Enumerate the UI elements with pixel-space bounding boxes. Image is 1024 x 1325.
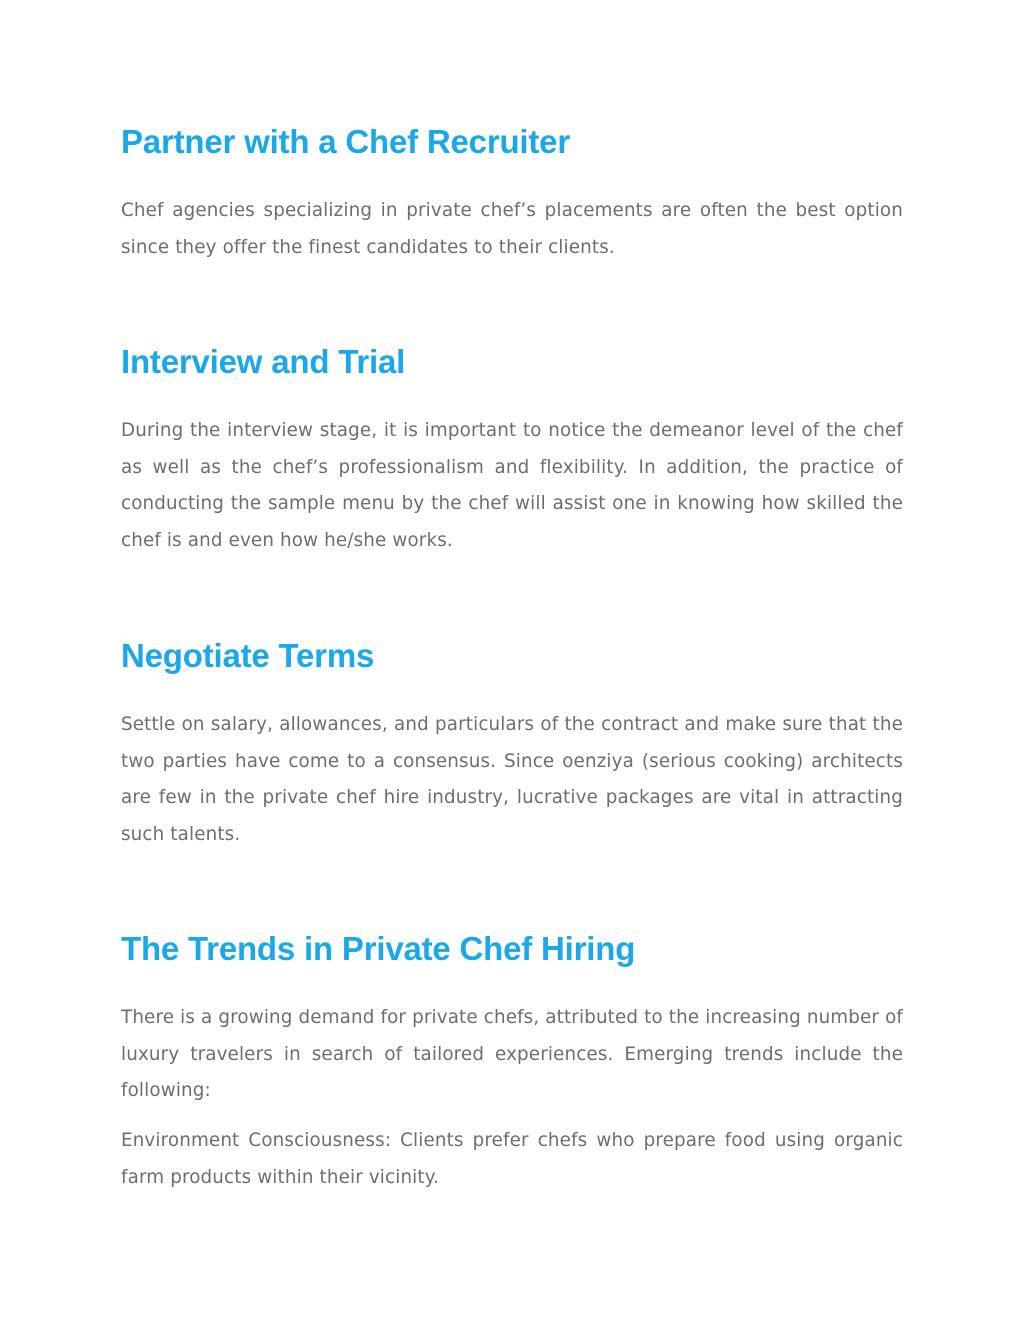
section-paragraph-interview-trial: During the interview stage, it is important to notice the demeanor level of the chef as well as the chef’s professionalism and flexibility. In addition, the practice of conducting the sample menu by the chef will assist one in knowing how skilled the chef is and even how he/she works. (121, 420, 903, 552)
section-paragraph-negotiate-terms: Settle on salary, allowances, and particulars of the contract and make sure that the two parties have come to a consensus. Since oenziya (serious cooking) architects are few in the private chef hire industry, lucrative packages are vital in attracting such talents. (121, 714, 903, 846)
section-heading-chef-recruiter: Partner with a Chef Recruiter (121, 123, 570, 160)
section-paragraph-trends-intro: There is a growing demand for private chefs, attributed to the increasing number of luxury travelers in search of tailored experiences. Emerging trends include the following: (121, 1007, 903, 1102)
section-paragraph-chef-recruiter: Chef agencies specializing in private chef’s placements are often the best option since they offer the finest candidates to their clients. (121, 200, 903, 258)
section-heading-trends: The Trends in Private Chef Hiring (121, 930, 636, 967)
section-heading-interview-trial: Interview and Trial (121, 343, 406, 380)
section-paragraph-trends-environment: Environment Consciousness: Clients prefer chefs who prepare food using organic farm products within their vicinity. (121, 1130, 903, 1188)
section-heading-negotiate-terms: Negotiate Terms (121, 637, 375, 674)
